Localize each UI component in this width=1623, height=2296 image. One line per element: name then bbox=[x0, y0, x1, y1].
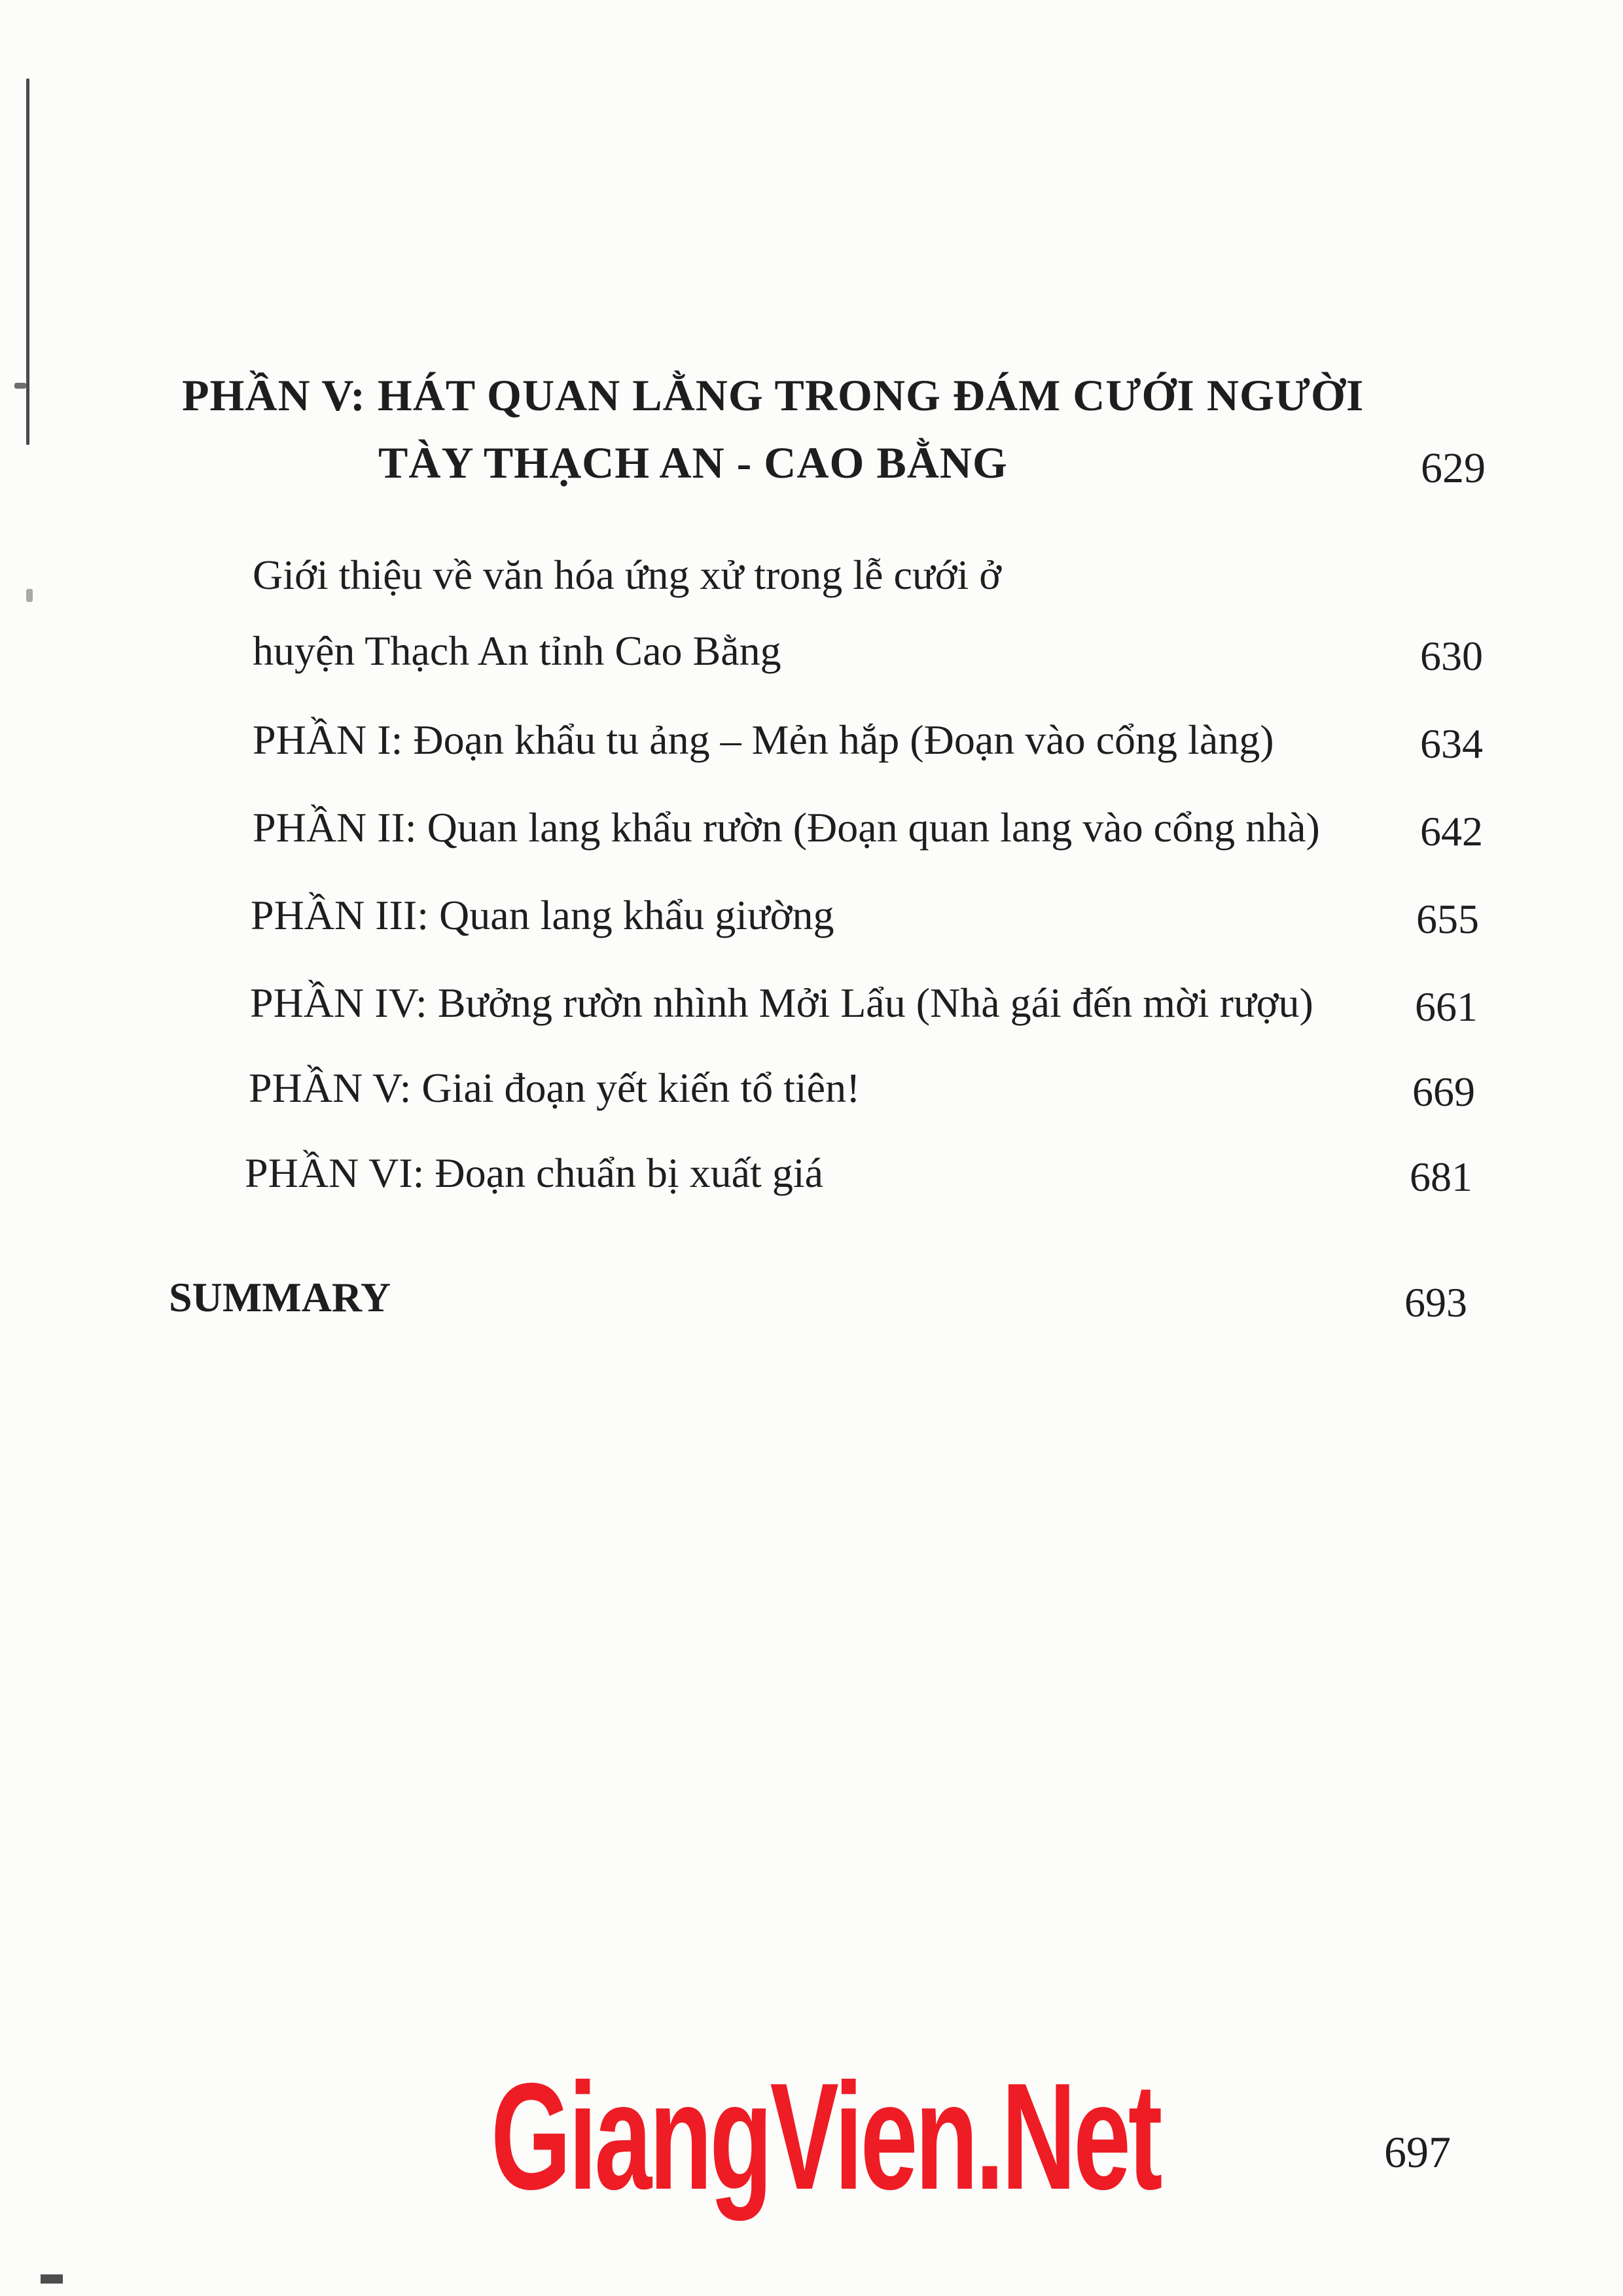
toc-entry-part-6: PHẦN VI: Đoạn chuẩn bị xuất giá bbox=[245, 1150, 823, 1196]
scan-mark bbox=[26, 589, 33, 602]
part-heading-line1: PHẦN V: HÁT QUAN LẰNG TRONG ĐÁM CƯỚI NGƯỜI bbox=[182, 370, 1364, 420]
toc-entry-part-6-page: 681 bbox=[1410, 1154, 1472, 1200]
watermark-logo: GiangVien.Net bbox=[491, 2052, 1160, 2221]
summary-page: 693 bbox=[1404, 1279, 1467, 1326]
scan-mark bbox=[41, 2274, 63, 2284]
toc-entry-part-1-page: 634 bbox=[1420, 720, 1483, 767]
toc-entry-part-5: PHẦN V: Giai đoạn yết kiến tổ tiên! bbox=[249, 1065, 861, 1111]
scan-mark bbox=[14, 383, 26, 389]
intro-line1: Giới thiệu về văn hóa ứng xử trong lễ cưới ở bbox=[253, 552, 1002, 598]
scan-edge-line bbox=[26, 79, 29, 445]
intro-page: 630 bbox=[1420, 633, 1483, 679]
toc-entry-part-3: PHẦN III: Quan lang khẩu giường bbox=[251, 892, 834, 938]
toc-entry-part-1: PHẦN I: Đoạn khẩu tu ảng – Mẻn hắp (Đoạn vào cổng làng) bbox=[253, 716, 1274, 763]
toc-entry-part-4-page: 661 bbox=[1415, 983, 1478, 1030]
toc-entry-part-2: PHẦN II: Quan lang khẩu rườn (Đoạn quan lang vào cổng nhà) bbox=[253, 804, 1320, 851]
toc-entry-part-2-page: 642 bbox=[1420, 808, 1483, 855]
intro-line2: huyện Thạch An tỉnh Cao Bằng bbox=[253, 627, 781, 674]
toc-entry-part-5-page: 669 bbox=[1412, 1069, 1475, 1115]
toc-entry-part-3-page: 655 bbox=[1416, 896, 1479, 942]
toc-entry-part-4: PHẦN IV: Bưởng rườn nhình Mởi Lẩu (Nhà gái đến mời rượu) bbox=[250, 980, 1313, 1026]
page-number: 697 bbox=[1384, 2127, 1451, 2177]
summary-label: SUMMARY bbox=[169, 1274, 391, 1320]
part-heading-line2: TÀY THẠCH AN - CAO BẰNG bbox=[378, 438, 1008, 487]
part-heading-page: 629 bbox=[1421, 444, 1486, 492]
